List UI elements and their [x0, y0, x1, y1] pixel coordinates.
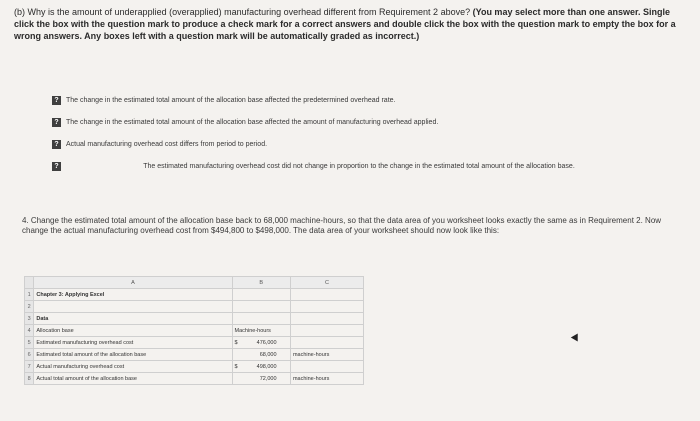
currency-symbol: $ — [234, 339, 238, 346]
row-number: 4 — [25, 325, 34, 337]
cell-b — [232, 349, 290, 361]
cell-b: Machine-hours — [232, 325, 290, 337]
table-row — [25, 373, 364, 385]
question-checkbox[interactable]: ? — [52, 140, 61, 149]
column-header-row — [25, 277, 364, 289]
mouse-cursor-icon — [571, 331, 581, 341]
answer-option — [52, 118, 662, 140]
cell-a — [34, 301, 232, 313]
cell-c — [290, 289, 363, 301]
cell-c: machine-hours — [290, 373, 363, 385]
cell-b — [232, 373, 290, 385]
cell-b — [232, 361, 290, 373]
cell-a: Chapter 3: Applying Excel — [34, 289, 232, 301]
row-number: 5 — [25, 337, 34, 349]
cell-b — [232, 337, 290, 349]
cell-a: Actual manufacturing overhead cost — [34, 361, 232, 373]
cell-c — [290, 337, 363, 349]
row-number: 7 — [25, 361, 34, 373]
answer-option-text: Actual manufacturing overhead cost differs from period to period. — [66, 141, 268, 148]
column-header-b: B — [232, 277, 290, 289]
cell-b — [232, 301, 290, 313]
row-number: 8 — [25, 373, 34, 385]
row-number: 2 — [25, 301, 34, 313]
answer-option-text: The estimated manufacturing overhead cost did not change in proportion to the change in the estimated total amount of the allocation base. — [143, 163, 575, 170]
table-row — [25, 337, 364, 349]
column-header-c: C — [290, 277, 363, 289]
answer-option — [52, 96, 662, 118]
table-row — [25, 301, 364, 313]
question-checkbox[interactable]: ? — [52, 162, 61, 171]
table-row — [25, 349, 364, 361]
cell-c: machine-hours — [290, 349, 363, 361]
table-row — [25, 325, 364, 337]
question-b-instructions: (You may select more than one answer. Single click the box with the question mark to produce a check mark for a correct answers and double click the box with the question mark to empty the box for a wrong answers. Any boxes left with a question mark will be automatically graded as incorrect.) — [14, 7, 676, 41]
cell-a: Actual total amount of the allocation base — [34, 373, 232, 385]
worksheet-preview — [24, 276, 364, 416]
worksheet-table — [24, 276, 364, 385]
answer-option — [52, 140, 662, 162]
cell-value: 476,000 — [256, 339, 277, 346]
cell-b — [232, 313, 290, 325]
cell-b — [232, 289, 290, 301]
cell-a: Allocation base — [34, 325, 232, 337]
cell-value: 68,000 — [259, 351, 277, 358]
cell-c — [290, 361, 363, 373]
cell-value: 72,000 — [259, 375, 277, 382]
cell-c — [290, 325, 363, 337]
cell-c — [290, 301, 363, 313]
answer-option-text: The change in the estimated total amount of the allocation base affected the amount of manufacturing overhead applied. — [66, 119, 439, 126]
row-number: 6 — [25, 349, 34, 361]
row-number: 3 — [25, 313, 34, 325]
answer-options — [52, 96, 662, 184]
question-checkbox[interactable]: ? — [52, 96, 61, 105]
question-4-text: 4. Change the estimated total amount of the allocation base back to 68,000 machine-hours, so that the data area of you worksheet looks exactly the same as in Requirement 2. Now change the actual manufacturing overhead cost from $494,800 to $498,000. The data area of your worksheet should now look like this: — [22, 216, 662, 235]
cell-a: Data — [34, 313, 232, 325]
table-row — [25, 289, 364, 301]
question-checkbox[interactable]: ? — [52, 118, 61, 127]
question-b-header — [14, 6, 684, 42]
currency-symbol: $ — [234, 363, 238, 370]
column-header-a: A — [34, 277, 232, 289]
cell-c — [290, 313, 363, 325]
cell-a: Estimated manufacturing overhead cost — [34, 337, 232, 349]
cell-value: 498,000 — [256, 363, 277, 370]
answer-option-text: The change in the estimated total amount of the allocation base affected the predetermined overhead rate. — [66, 97, 396, 104]
cell-a: Estimated total amount of the allocation base — [34, 349, 232, 361]
answer-option — [52, 162, 662, 184]
row-number: 1 — [25, 289, 34, 301]
question-b-prefix: (b) Why is the amount of underapplied (overapplied) manufacturing overhead different from Requirement 2 above? — [14, 7, 471, 17]
table-row — [25, 313, 364, 325]
corner-cell — [25, 277, 34, 289]
table-row — [25, 361, 364, 373]
